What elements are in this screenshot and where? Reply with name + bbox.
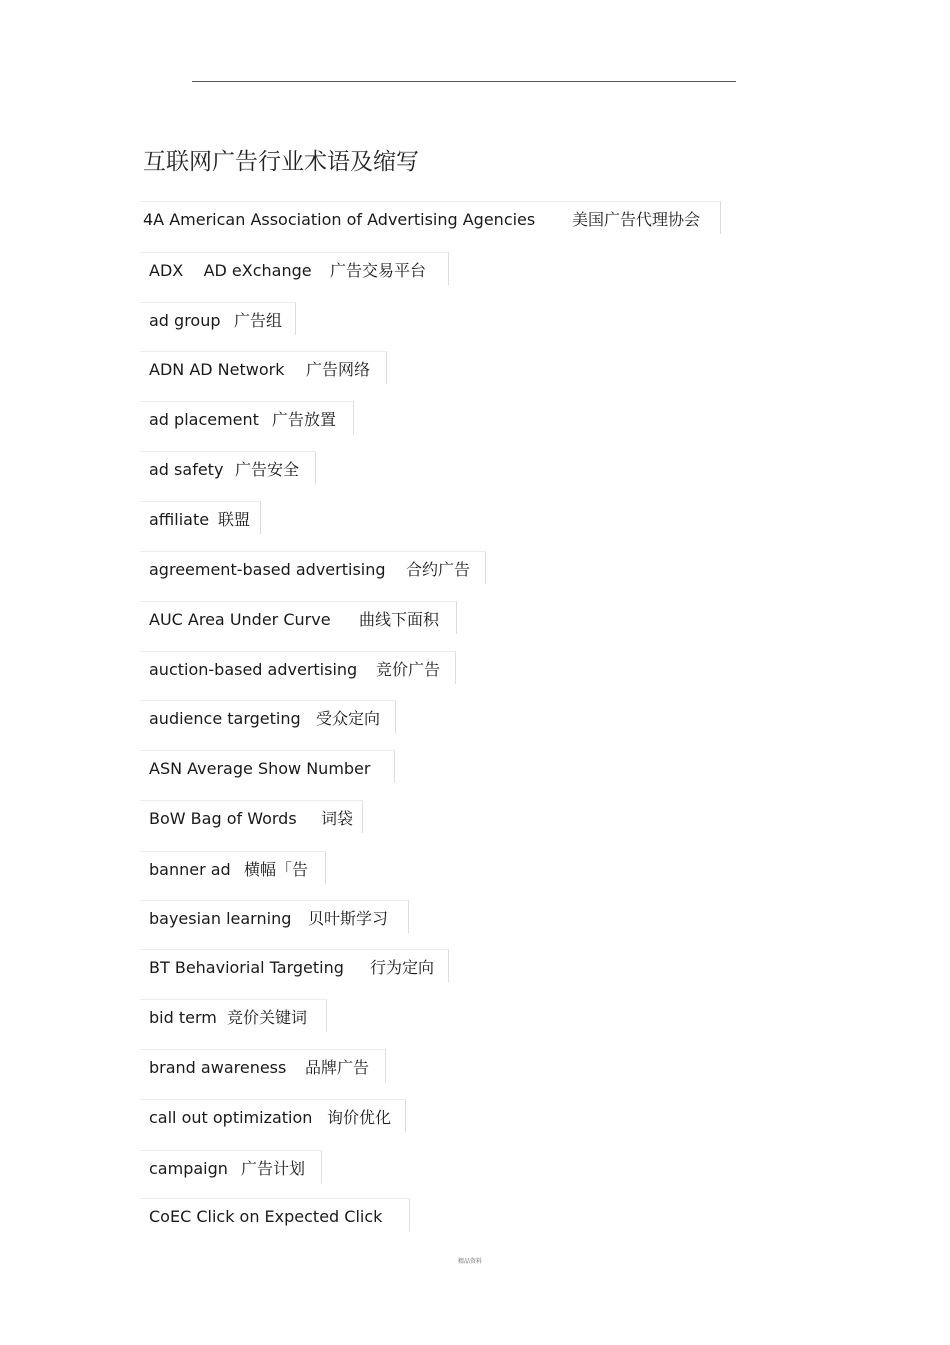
term-row [140, 800, 363, 833]
term-english: AUC Area Under Curve [149, 610, 331, 629]
term-english: affiliate [149, 510, 210, 529]
term-row [140, 1150, 322, 1183]
term-row [140, 750, 395, 783]
term-chinese: 广告安全 [235, 460, 300, 479]
term-chinese: 品牌广告 [305, 1058, 370, 1077]
term-english: bayesian learning [149, 909, 292, 928]
term-english: ADX AD eXchange [149, 261, 312, 280]
term-chinese: 合约广告 [406, 560, 471, 579]
term-english: call out optimization [149, 1108, 313, 1127]
term-chinese: 美国广告代理协会 [572, 210, 701, 229]
term-english: ad group [149, 311, 221, 330]
term-english: BoW Bag of Words [149, 809, 297, 828]
term-row [140, 900, 409, 933]
term-row [140, 501, 261, 534]
term-row [140, 999, 327, 1032]
term-chinese: 曲线下面积 [359, 610, 440, 629]
term-chinese: 竞价广告 [376, 660, 441, 679]
term-row [140, 451, 316, 484]
header-rule [192, 81, 736, 82]
term-english: auction-based advertising [149, 660, 358, 679]
term-english: CoEC Click on Expected Click [149, 1207, 383, 1226]
term-english: audience targeting [149, 709, 301, 728]
term-row [140, 1099, 406, 1132]
term-chinese: 竞价关键词 [227, 1008, 308, 1027]
term-chinese: 广告组 [234, 311, 283, 330]
term-row [140, 1198, 410, 1231]
term-chinese: 受众定向 [316, 709, 381, 728]
term-row [140, 351, 387, 384]
term-row [140, 401, 354, 434]
term-chinese: 广告计划 [241, 1159, 306, 1178]
term-chinese: 横幅「告 [244, 860, 309, 879]
term-chinese: 广告放置 [272, 410, 337, 429]
term-chinese: 行为定向 [370, 958, 435, 977]
footer-note: 精品资料 [458, 1258, 483, 1265]
term-row [140, 302, 296, 335]
term-chinese: 广告交易平台 [330, 261, 427, 280]
term-row [140, 700, 396, 733]
term-english: bid term [149, 1008, 217, 1027]
term-chinese: 广告网络 [306, 360, 371, 379]
term-row [140, 851, 326, 884]
term-english: 4A American Association of Advertising Agencies [143, 210, 536, 229]
term-english: agreement-based advertising [149, 560, 386, 579]
term-chinese: 询价优化 [327, 1108, 392, 1127]
term-english: campaign [149, 1159, 228, 1178]
term-row [140, 201, 721, 234]
document-title: 互联网广告行业术语及缩写 [143, 149, 419, 175]
term-english: banner ad [149, 860, 231, 879]
term-english: brand awareness [149, 1058, 287, 1077]
term-chinese: 词袋 [321, 809, 354, 828]
term-row [140, 551, 486, 584]
term-english: ADN AD Network [149, 360, 285, 379]
term-english: ad placement [149, 410, 259, 429]
term-row [140, 949, 449, 982]
term-english: ad safety [149, 460, 224, 479]
term-english: BT Behaviorial Targeting [149, 958, 344, 977]
term-chinese: 贝叶斯学习 [308, 909, 389, 928]
term-chinese: 联盟 [218, 510, 251, 529]
term-english: ASN Average Show Number [149, 759, 371, 778]
term-row [140, 1049, 386, 1082]
term-row [140, 601, 457, 634]
term-row [140, 252, 449, 285]
term-row [140, 651, 456, 684]
